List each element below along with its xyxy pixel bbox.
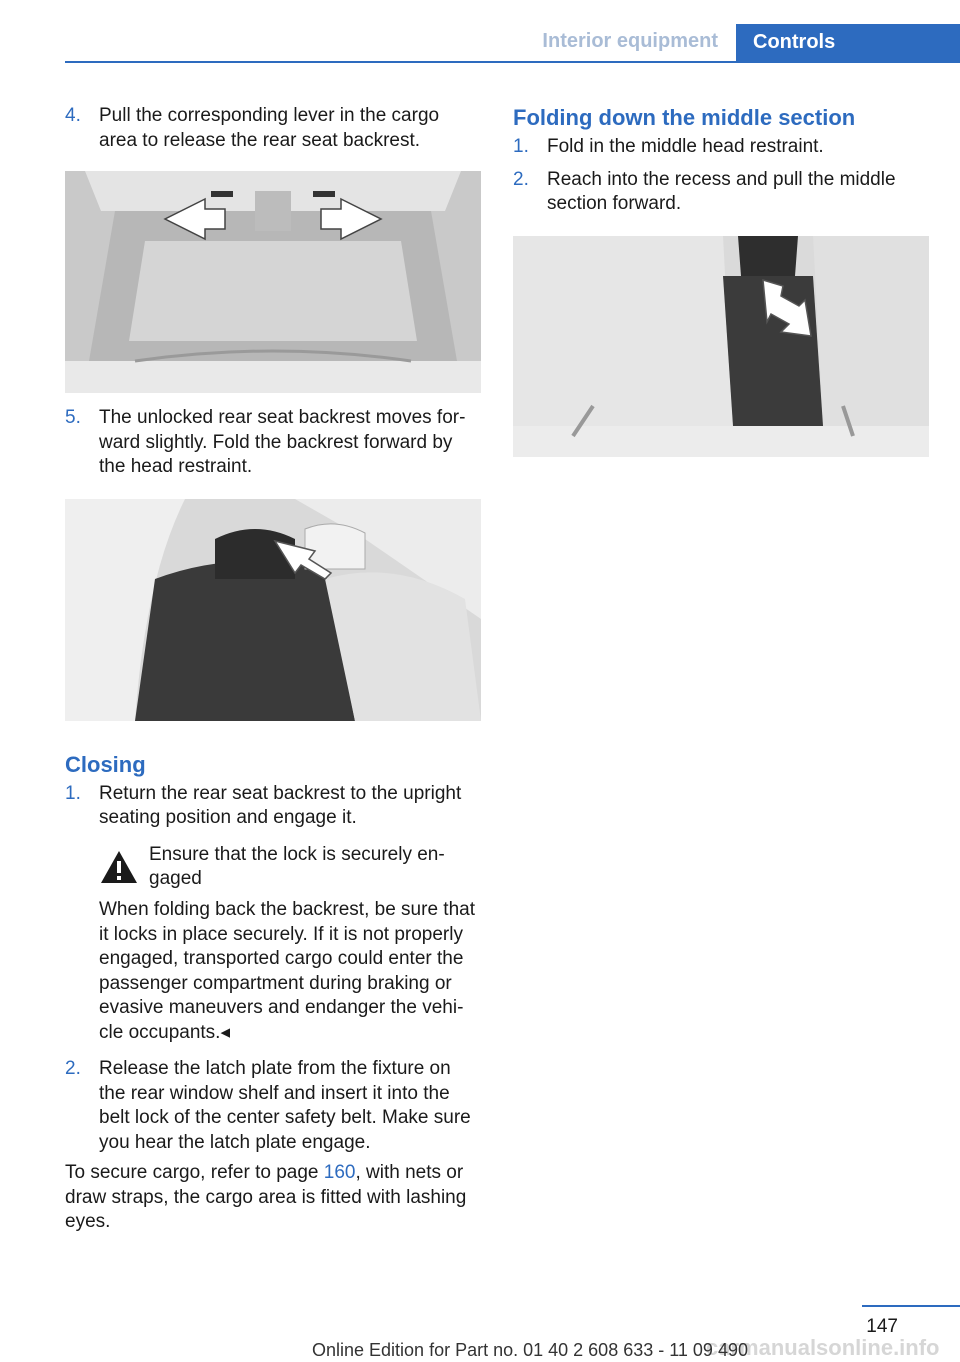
header-chapter-tab: Controls bbox=[736, 24, 960, 62]
watermark: carmanualsonline.info bbox=[706, 1335, 940, 1360]
page-number: 147 bbox=[866, 1316, 898, 1337]
step-number: 1. bbox=[513, 136, 529, 157]
cargo-note-suffix: , with nets or draw straps, the cargo area is fitted with lashing eyes. bbox=[65, 1162, 467, 1232]
closing-heading: Closing bbox=[65, 751, 146, 777]
step-text: Release the latch plate from the fixture on the rear window shelf and insert it into the belt lock of the center safety belt. Make sure you hear the latch plate engage. bbox=[99, 1058, 471, 1153]
edition-line: Online Edition for Part no. 01 40 2 608 633 - 11 09 490 bbox=[312, 1340, 748, 1360]
step-text: Fold in the middle head restraint. bbox=[547, 136, 824, 157]
cargo-area-figure bbox=[65, 171, 481, 393]
step-number: 1. bbox=[65, 782, 81, 804]
step-number: 5. bbox=[65, 407, 81, 428]
step-number: 4. bbox=[65, 105, 81, 126]
step-text: Return the rear seat backrest to the upright seating position and engage it. bbox=[99, 782, 462, 828]
left-column bbox=[65, 104, 481, 1235]
rear-seat-backrest-figure bbox=[65, 499, 481, 721]
middle-section-figure bbox=[513, 236, 929, 457]
folding-middle-heading: Folding down the middle section bbox=[513, 105, 856, 130]
step-5 bbox=[65, 406, 481, 480]
page-reference-link[interactable]: 160 bbox=[323, 1162, 356, 1183]
warning-title: Ensure that the lock is securely engaged bbox=[149, 843, 445, 889]
cargo-note-prefix: To secure cargo, refer to page bbox=[65, 1162, 324, 1183]
warning-triangle-icon bbox=[99, 843, 139, 893]
warning-box bbox=[99, 843, 481, 893]
step-number: 2. bbox=[513, 168, 529, 190]
middle-step-1 bbox=[513, 135, 929, 160]
header-section-title: Interior equipment bbox=[542, 30, 718, 52]
middle-step-2 bbox=[513, 168, 929, 217]
step-4 bbox=[65, 104, 481, 153]
closing-step-1 bbox=[65, 782, 481, 831]
step-text: Pull the corresponding lever in the cargo area to release the rear seat backrest. bbox=[99, 105, 440, 151]
step-text: The unlocked rear seat backrest moves forward slightly. Fold the backrest forward by the head restraint. bbox=[99, 407, 466, 477]
cargo-note bbox=[65, 1161, 481, 1235]
footer-rule bbox=[862, 1305, 960, 1307]
closing-step-2 bbox=[65, 1057, 481, 1155]
step-number: 2. bbox=[65, 1058, 81, 1079]
right-column bbox=[513, 104, 929, 457]
header-rule bbox=[65, 61, 960, 63]
warning-body: When folding back the backrest, be sure that it locks in place securely. If it is not properly engaged, transported cargo could enter the passenger compartment during braking or evasive maneuvers and endanger the vehicle occupants.◂ bbox=[99, 899, 475, 1043]
step-text: Reach into the recess and pull the middle section forward. bbox=[547, 168, 896, 214]
